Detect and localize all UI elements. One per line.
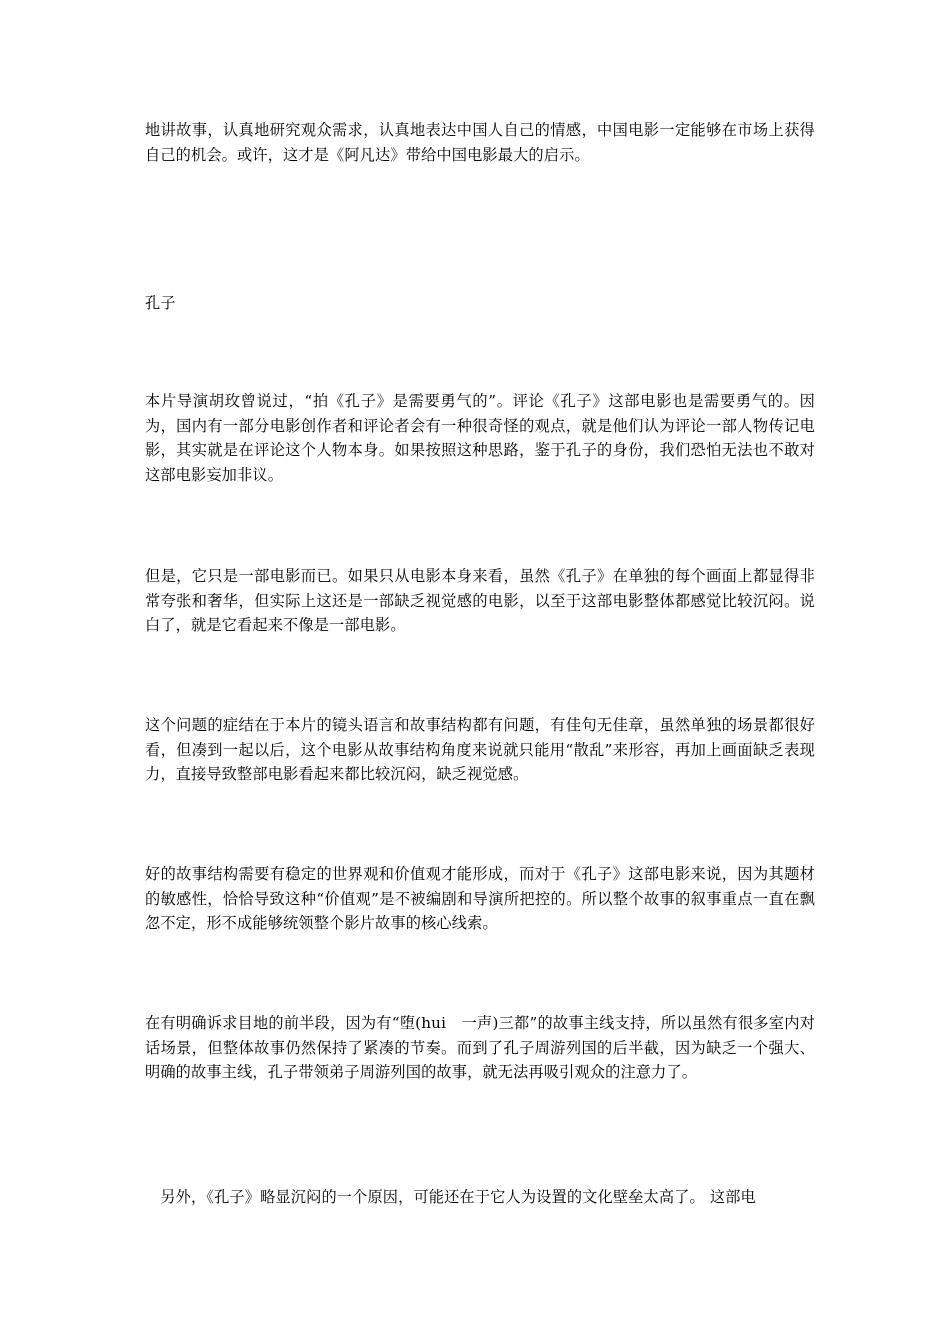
section-heading: 孔子 <box>145 294 176 312</box>
paragraph-first-half: 在有明确诉求目地的前半段，因为有“堕(hui 一声)三都”的故事主线支持，所以虽然有很多室内对话场景，但整体故事仍然保持了紧凑的节奏。而到了孔子周游列国的后半截，因为缺乏一个强大、明确的故事主线，孔子带领弟子周游列国的故事，就无法再吸引观众的注意力了。 <box>145 1014 815 1081</box>
paragraph-structure-problem: 这个问题的症结在于本片的镜头语言和故事结构都有问题，有佳句无佳章，虽然单独的场景都很好看，但凑到一起以后，这个电影从故事结构角度来说就只能用“散乱”来形容，再加上画面缺乏表现力，直接导致整部电影看起来都比较沉闷，缺乏视觉感。 <box>145 716 815 783</box>
paragraph-avatar-conclusion: 地讲故事，认真地研究观众需求，认真地表达中国人自己的情感，中国电影一定能够在市场上获得自己的机会。或许，这才是《阿凡达》带给中国电影最大的启示。 <box>145 121 815 164</box>
paragraph-values: 好的故事结构需要有稳定的世界观和价值观才能形成，而对于《孔子》这部电影来说，因为其题材的敏感性，恰恰导致这种“价值观”是不被编剧和导演所把控的。所以整个故事的叙事重点一直在飘忽不定，形不成能够统领整个影片故事的核心线索。 <box>145 865 815 932</box>
paragraph-lack-visual: 但是，它只是一部电影而已。如果只从电影本身来看，虽然《孔子》在单独的每个画面上都显得非常夸张和奢华，但实际上这还是一部缺乏视觉感的电影，以至于这部电影整体都感觉比较沉闷。说白了，就是它看起来不像是一部电影。 <box>145 567 815 634</box>
paragraph-cultural-barrier: 另外，《孔子》略显沉闷的一个原因，可能还在于它人为设置的文化壁垒太高了。 这部电 <box>145 1188 756 1206</box>
paragraph-director-quote: 本片导演胡玫曾说过，“拍《孔子》是需要勇气的”。评论《孔子》这部电影也是需要勇气的。因为，国内有一部分电影创作者和评论者会有一种很奇怪的观点，就是他们认为评论一部人物传记电影，其实就是在评论这个人物本身。如果按照这种思路，鉴于孔子的身份，我们恐怕无法也不敢对这部电影妄加非议。 <box>145 392 815 484</box>
